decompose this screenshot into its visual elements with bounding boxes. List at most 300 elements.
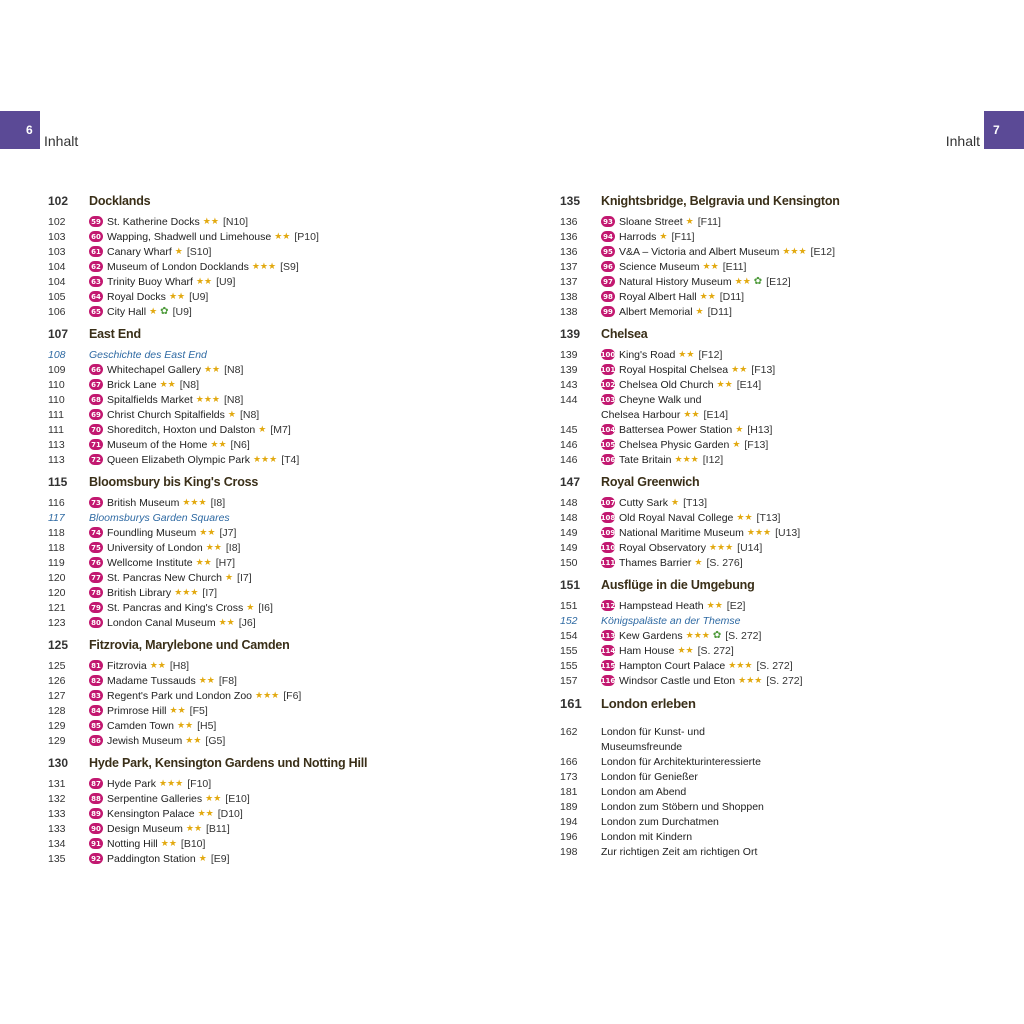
- map-reference: [D10]: [217, 807, 243, 820]
- right-page-number: 7: [993, 123, 1000, 137]
- section-page-number: 161: [560, 696, 582, 711]
- entry-text: [89, 690, 301, 702]
- entry-text: [89, 379, 199, 391]
- entry-name: Royal Hospital Chelsea: [619, 363, 729, 376]
- toc-entry[interactable]: [48, 570, 478, 585]
- map-reference: [H13]: [747, 423, 773, 436]
- toc-entry[interactable]: [560, 754, 990, 769]
- entry-name: City Hall: [107, 305, 147, 318]
- entry-text: [601, 231, 695, 243]
- entry-name: Museum of London Docklands: [107, 260, 249, 273]
- sight-number-badge: 83: [89, 690, 103, 701]
- entry-name: London mit Kindern: [601, 830, 693, 843]
- toc-entry[interactable]: [48, 495, 478, 510]
- sight-number-badge: 69: [89, 409, 103, 420]
- star-rating-icon: ★★: [702, 261, 719, 271]
- star-rating-icon: ★: [227, 409, 236, 419]
- right-toc-column: [560, 194, 990, 867]
- star-rating-icon: ★★: [149, 660, 166, 670]
- star-rating-icon: ★★: [169, 705, 186, 715]
- map-reference: [P10]: [294, 230, 319, 243]
- map-reference: [F8]: [218, 674, 237, 687]
- toc-entry[interactable]: [48, 214, 478, 229]
- entry-name: Canary Wharf: [107, 245, 172, 258]
- map-reference: [S. 272]: [697, 644, 734, 657]
- entry-name: Hyde Park: [107, 777, 157, 790]
- entry-name: Hampstead Heath: [619, 599, 704, 612]
- star-rating-icon: ★: [732, 439, 741, 449]
- toc-entry[interactable]: [560, 769, 990, 784]
- section-heading[interactable]: [560, 475, 990, 495]
- entry-text: [601, 276, 791, 288]
- section-page-number: 151: [560, 578, 581, 592]
- star-rating-icon: ★★: [736, 512, 753, 522]
- star-rating-icon: ★★: [203, 364, 221, 374]
- entry-page-number: 111: [48, 423, 64, 436]
- toc-section: [48, 475, 478, 630]
- sight-number-badge: 64: [89, 291, 103, 302]
- toc-entry[interactable]: [560, 347, 990, 362]
- toc-section: [48, 194, 478, 319]
- map-reference: [M7]: [270, 423, 291, 436]
- star-rating-icon: ★★★: [182, 497, 207, 507]
- map-reference: [S. 272]: [766, 674, 803, 687]
- toc-entry[interactable]: [48, 525, 478, 540]
- entry-page-number: 146: [560, 453, 578, 466]
- star-rating-icon: ★★★: [252, 454, 278, 464]
- entry-text: [601, 801, 764, 813]
- map-reference: [I8]: [210, 496, 226, 509]
- entry-name: Camden Town: [107, 719, 174, 732]
- toc-section: [560, 578, 990, 688]
- toc-entry[interactable]: [560, 510, 990, 525]
- entry-name: Chelsea Physic Garden: [619, 438, 730, 451]
- toc-entry[interactable]: [560, 452, 990, 467]
- entry-page-number: 162: [560, 725, 578, 738]
- entry-text: [601, 349, 722, 361]
- toc-entry[interactable]: [560, 784, 990, 799]
- map-reference: [S. 272]: [725, 629, 762, 642]
- toc-entry[interactable]: [48, 733, 478, 748]
- sight-number-badge: 87: [89, 778, 103, 789]
- sight-number-badge: 63: [89, 276, 103, 287]
- entry-page-number: 139: [560, 348, 578, 361]
- map-reference: [E9]: [210, 852, 230, 865]
- sight-number-badge: 73: [89, 497, 103, 508]
- toc-entry[interactable]: [560, 540, 990, 555]
- entry-page-number: 136: [560, 215, 578, 228]
- entry-text: [601, 615, 741, 627]
- sight-number-badge: 114: [600, 646, 616, 655]
- entry-text: [89, 261, 299, 273]
- toc-entry[interactable]: [48, 229, 478, 244]
- star-rating-icon: ★: [174, 246, 183, 256]
- entry-name: St. Katherine Docks: [107, 215, 200, 228]
- star-rating-icon: ★: [246, 602, 255, 612]
- entry-name: Königspaläste an der Themse: [601, 614, 741, 627]
- sight-number-badge: 113: [600, 631, 616, 640]
- sight-number-badge: 76: [89, 557, 103, 568]
- entry-text: [89, 527, 236, 539]
- entry-page-number: 108: [48, 348, 66, 361]
- toc-entry[interactable]: [560, 844, 990, 859]
- entry-text: [601, 816, 719, 828]
- entry-name: Regent's Park und London Zoo: [107, 689, 253, 702]
- leaf-icon: ✿: [712, 630, 722, 641]
- entry-page-number: 133: [48, 822, 66, 835]
- toc-entry[interactable]: [48, 392, 478, 407]
- toc-entry[interactable]: [48, 555, 478, 570]
- entry-page-number: 134: [48, 837, 66, 850]
- entry-name: Royal Observatory: [619, 541, 706, 554]
- map-reference: [N8]: [239, 408, 260, 421]
- toc-entry[interactable]: [560, 407, 990, 422]
- toc-entry[interactable]: [560, 598, 990, 613]
- map-reference: [H7]: [215, 556, 235, 569]
- entry-page-number: 128: [48, 704, 66, 717]
- entry-page-number: 125: [48, 659, 66, 672]
- entry-page-number: 166: [560, 755, 578, 768]
- toc-entry[interactable]: [560, 739, 990, 754]
- entry-text: [89, 424, 291, 436]
- toc-entry[interactable]: [560, 362, 990, 377]
- sight-number-badge: 103: [600, 395, 616, 404]
- entry-page-number: 146: [560, 438, 578, 451]
- entry-text: [89, 557, 235, 569]
- sight-number-badge: 108: [600, 513, 616, 522]
- toc-entry[interactable]: [48, 821, 478, 836]
- sight-number-badge: 97: [601, 276, 615, 287]
- entry-page-number: 151: [560, 599, 578, 612]
- toc-entry[interactable]: [48, 259, 478, 274]
- entry-text: [601, 306, 732, 318]
- entry-text: [601, 786, 686, 798]
- section-heading[interactable]: [560, 578, 990, 598]
- sight-number-badge: 86: [89, 735, 103, 746]
- entry-text: [601, 741, 682, 753]
- toc-section: [48, 638, 478, 748]
- sight-number-badge: 92: [89, 853, 103, 864]
- entry-text: [89, 793, 250, 805]
- sight-number-badge: 88: [89, 793, 103, 804]
- section-heading[interactable]: [48, 638, 478, 658]
- entry-page-number: 113: [48, 453, 65, 466]
- entry-text: [601, 726, 705, 738]
- entry-name: V&A – Victoria and Albert Museum: [619, 245, 780, 258]
- toc-entry[interactable]: [48, 776, 478, 791]
- entry-name: Shoreditch, Hoxton und Dalston: [107, 423, 256, 436]
- map-reference: [B10]: [180, 837, 206, 850]
- map-reference: [U9]: [172, 305, 192, 318]
- star-rating-icon: ★★★: [728, 660, 753, 670]
- map-reference: [D11]: [707, 305, 732, 318]
- toc-entry[interactable]: [560, 214, 990, 229]
- map-reference: [S. 276]: [706, 556, 743, 569]
- sight-number-badge: 77: [89, 572, 103, 583]
- map-reference: [F13]: [751, 363, 776, 376]
- star-rating-icon: ★★: [195, 557, 212, 567]
- entry-name: Ham House: [619, 644, 675, 657]
- section-page-number: 135: [560, 194, 581, 208]
- entry-name: Design Museum: [107, 822, 183, 835]
- toc-entry[interactable]: [560, 643, 990, 658]
- entry-page-number: 120: [48, 586, 66, 599]
- toc-entry[interactable]: [48, 851, 478, 866]
- entry-page-number: 198: [560, 845, 578, 858]
- star-rating-icon: ★★★: [195, 394, 221, 404]
- section-heading[interactable]: [48, 327, 478, 347]
- entry-page-number: 132: [48, 792, 66, 805]
- toc-entry[interactable]: [48, 600, 478, 615]
- entry-name: Chelsea Old Church: [619, 378, 714, 391]
- star-rating-icon: ★★★: [685, 630, 710, 640]
- map-reference: [N8]: [224, 363, 244, 376]
- entry-page-number: 150: [560, 556, 578, 569]
- entry-page-number: 116: [48, 496, 65, 509]
- section-page-number: 115: [48, 475, 68, 489]
- section-page-number: 107: [48, 327, 69, 341]
- star-rating-icon: ★★★: [738, 675, 763, 685]
- map-reference: [F12]: [698, 348, 723, 361]
- map-reference: [N10]: [222, 215, 249, 228]
- toc-entry[interactable]: [48, 615, 478, 630]
- section-heading[interactable]: [560, 696, 990, 720]
- toc-entry[interactable]: [560, 814, 990, 829]
- toc-entry[interactable]: [48, 718, 478, 733]
- star-rating-icon: ★★: [202, 216, 219, 226]
- entry-text: [601, 542, 762, 554]
- star-rating-icon: ★: [694, 557, 703, 567]
- left-page-number-tab: [0, 111, 40, 149]
- map-reference: [I6]: [258, 601, 273, 614]
- toc-entry[interactable]: [560, 422, 990, 437]
- entry-name: Thames Barrier: [619, 556, 692, 569]
- toc-entry[interactable]: [560, 274, 990, 289]
- star-rating-icon: ★★: [734, 276, 751, 286]
- toc-entry[interactable]: [48, 289, 478, 304]
- star-rating-icon: ★★★: [782, 246, 807, 256]
- entry-name: Zur richtigen Zeit am richtigen Ort: [601, 845, 758, 858]
- toc-entry[interactable]: [560, 555, 990, 570]
- entry-text: [89, 705, 208, 717]
- entry-page-number: 152: [560, 614, 578, 627]
- toc-entry[interactable]: [560, 377, 990, 392]
- entry-text: [601, 379, 761, 391]
- entry-name: St. Pancras New Church: [107, 571, 222, 584]
- entry-text: [89, 497, 225, 509]
- entry-name: Cheyne Walk und: [619, 393, 702, 406]
- entry-page-number: 194: [560, 815, 578, 828]
- star-rating-icon: ★★: [210, 439, 227, 449]
- map-reference: [U14]: [737, 541, 763, 554]
- entry-text: [89, 542, 240, 554]
- entry-page-number: 143: [560, 378, 578, 391]
- sight-number-badge: 106: [600, 455, 616, 464]
- entry-name: Kew Gardens: [619, 629, 683, 642]
- entry-page-number: 135: [48, 852, 66, 865]
- section-heading[interactable]: [48, 756, 478, 776]
- toc-entry[interactable]: [48, 673, 478, 688]
- toc-entry[interactable]: [560, 304, 990, 319]
- entry-name: Bloomsburys Garden Squares: [89, 511, 230, 524]
- entry-text: [601, 771, 698, 783]
- entry-text: [601, 557, 743, 569]
- map-reference: [N6]: [230, 438, 250, 451]
- toc-entry[interactable]: [560, 259, 990, 274]
- map-reference: [N8]: [224, 393, 244, 406]
- toc-entry[interactable]: [48, 658, 478, 673]
- toc-entry[interactable]: [48, 244, 478, 259]
- section-heading[interactable]: [560, 327, 990, 347]
- entry-page-number: 103: [48, 245, 66, 258]
- sight-number-badge: 61: [89, 246, 103, 257]
- section-heading[interactable]: [48, 194, 478, 214]
- toc-entry[interactable]: [48, 540, 478, 555]
- sight-number-badge: 115: [600, 661, 616, 670]
- toc-entry[interactable]: [48, 274, 478, 289]
- toc-entry[interactable]: [48, 510, 478, 525]
- toc-entry[interactable]: [560, 437, 990, 452]
- entry-name: Royal Albert Hall: [619, 290, 697, 303]
- entry-name: University of London: [107, 541, 203, 554]
- toc-entry[interactable]: [560, 392, 990, 407]
- toc-entry[interactable]: [48, 806, 478, 821]
- section-heading[interactable]: [48, 475, 478, 495]
- toc-entry[interactable]: [48, 688, 478, 703]
- toc-entry[interactable]: [560, 658, 990, 673]
- entry-name: British Library: [107, 586, 172, 599]
- sight-number-badge: 96: [601, 261, 615, 272]
- entry-text: [601, 675, 803, 687]
- map-reference: [U13]: [775, 526, 801, 539]
- entry-text: [601, 497, 707, 509]
- entry-name: London für Architekturinteressierte: [601, 755, 761, 768]
- sight-number-badge: 81: [89, 660, 103, 671]
- entry-text: [601, 512, 780, 524]
- toc-entry[interactable]: [560, 799, 990, 814]
- toc-entry[interactable]: [48, 452, 478, 467]
- sight-number-badge: 99: [601, 306, 615, 317]
- star-rating-icon: ★: [735, 424, 744, 434]
- star-rating-icon: ★★★: [255, 690, 280, 700]
- entry-name: St. Pancras and King's Cross: [107, 601, 244, 614]
- toc-entry[interactable]: [560, 613, 990, 628]
- entry-name: Sloane Street: [619, 215, 683, 228]
- toc-entry[interactable]: [560, 495, 990, 510]
- entry-text: [601, 645, 734, 657]
- section-title: Knightsbridge, Belgravia und Kensington: [601, 194, 840, 208]
- toc-entry[interactable]: [560, 244, 990, 259]
- entry-page-number: 173: [560, 770, 578, 783]
- entry-page-number: 149: [560, 526, 578, 539]
- entry-name: Trinity Buoy Wharf: [107, 275, 193, 288]
- sight-number-badge: 109: [600, 528, 616, 537]
- section-heading[interactable]: [560, 194, 990, 214]
- map-reference: [S9]: [280, 260, 299, 273]
- map-reference: [H8]: [169, 659, 190, 672]
- sight-number-badge: 74: [89, 527, 103, 538]
- section-page-number: 147: [560, 475, 581, 489]
- toc-entry[interactable]: [560, 673, 990, 688]
- toc-entry[interactable]: [48, 422, 478, 437]
- sight-number-badge: 78: [89, 587, 103, 598]
- entry-page-number: 189: [560, 800, 578, 813]
- entry-name: Whitechapel Gallery: [107, 363, 201, 376]
- entry-page-number: 118: [48, 526, 65, 539]
- star-rating-icon: ★: [149, 306, 158, 316]
- entry-text: [601, 756, 761, 768]
- toc-entry[interactable]: [560, 289, 990, 304]
- sight-number-badge: 84: [89, 705, 103, 716]
- entry-name: Geschichte des East End: [89, 348, 207, 361]
- entry-text: [601, 291, 744, 303]
- toc-entry[interactable]: [560, 724, 990, 739]
- toc-entry[interactable]: [48, 347, 478, 362]
- toc-entry[interactable]: [560, 229, 990, 244]
- toc-entry[interactable]: [560, 829, 990, 844]
- map-reference: [F13]: [744, 438, 769, 451]
- entry-text: [89, 364, 243, 376]
- entry-text: [601, 527, 800, 539]
- star-rating-icon: ★★★: [174, 587, 199, 597]
- entry-page-number: 105: [48, 290, 66, 303]
- toc-entry[interactable]: [48, 304, 478, 319]
- entry-name: Albert Memorial: [619, 305, 693, 318]
- entry-text: [89, 838, 205, 850]
- entry-text: [89, 617, 256, 629]
- entry-name: National Maritime Museum: [619, 526, 744, 539]
- entry-page-number: 119: [48, 556, 65, 569]
- toc-entry[interactable]: [560, 525, 990, 540]
- toc-entry[interactable]: [48, 791, 478, 806]
- star-rating-icon: ★★★: [251, 261, 277, 271]
- toc-entry[interactable]: [48, 836, 478, 851]
- sight-number-badge: 94: [601, 231, 615, 242]
- sight-number-badge: 65: [89, 306, 103, 317]
- toc-entry[interactable]: [48, 377, 478, 392]
- star-rating-icon: ★★: [195, 276, 213, 286]
- map-reference: [J7]: [219, 526, 237, 539]
- toc-entry[interactable]: [48, 585, 478, 600]
- entry-text: [89, 394, 243, 406]
- toc-entry[interactable]: [48, 362, 478, 377]
- star-rating-icon: ★★★: [746, 527, 772, 537]
- entry-page-number: 129: [48, 734, 66, 747]
- sight-number-badge: 105: [600, 440, 616, 449]
- sight-number-badge: 101: [600, 365, 616, 374]
- star-rating-icon: ★★★: [674, 454, 699, 464]
- star-rating-icon: ★: [198, 853, 207, 863]
- sight-number-badge: 90: [89, 823, 103, 834]
- entry-text: [601, 216, 721, 228]
- toc-entry[interactable]: [48, 407, 478, 422]
- entry-text: [89, 246, 211, 258]
- entry-name: Museum of the Home: [107, 438, 208, 451]
- sight-number-badge: 110: [600, 543, 616, 552]
- map-reference: [G5]: [205, 734, 226, 747]
- toc-entry[interactable]: [560, 628, 990, 643]
- toc-entry[interactable]: [48, 437, 478, 452]
- entry-text: [89, 675, 237, 687]
- section-title: Docklands: [89, 194, 151, 208]
- entry-page-number: 148: [560, 496, 578, 509]
- entry-page-number: 110: [48, 378, 65, 391]
- entry-page-number: 157: [560, 674, 578, 687]
- star-rating-icon: ★★: [716, 379, 733, 389]
- toc-entry[interactable]: [48, 703, 478, 718]
- entry-text: [601, 660, 793, 672]
- map-reference: [E14]: [736, 378, 762, 391]
